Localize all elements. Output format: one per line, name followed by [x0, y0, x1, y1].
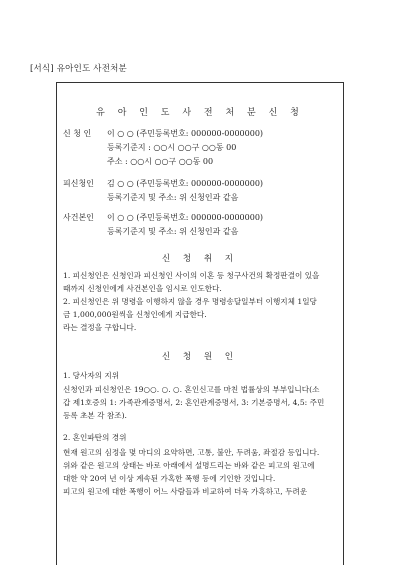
reason-line: 갑 제1호증의 1: 가족관계증명서, 2: 혼인관계증명서, 3: 기본증명서, 4,5: 주민: [63, 398, 325, 407]
reason-line: 2. 혼인파탄의 경위: [63, 433, 127, 442]
reason-line: 대한 약 20여 년 이상 계속된 가혹한 폭행 등에 기인한 것입니다.: [63, 474, 276, 483]
purpose-line: 2. 피신청인은 위 명령을 이행하지 않을 경우 명령송달일부터 이행지체 1일당: [63, 297, 317, 306]
form-caption: [서식] 유아인도 사전처분: [30, 64, 127, 74]
purpose-heading: 신 청 취 지: [162, 254, 238, 264]
purpose-line: 금 1,000,000원씩을 신청인에게 지급한다.: [63, 310, 207, 319]
party-role: 사건본인: [63, 213, 94, 222]
purpose-line: 라는 결정을 구합니다.: [63, 323, 137, 332]
purpose-line: 때까지 신청인에게 사건본인을 임시로 인도한다.: [63, 284, 222, 293]
reason-heading: 신 청 원 인: [162, 352, 238, 362]
reason-line: 1. 당사자의 지위: [63, 371, 120, 380]
document-title: 유 아 인 도 사 전 처 분 신 청: [96, 108, 304, 118]
reason-line: 피고의 원고에 대한 폭행이 어느 사람들과 비교하여 더욱 가혹하고, 두려운: [63, 487, 308, 496]
party-line: 등록기준지 및 주소: 위 신청인과 같음: [107, 227, 239, 236]
party-line: 이 ○ ○ (주민등록번호: 000000-0000000): [107, 213, 264, 222]
party-line: 이 ○ ○ (주민등록번호: 000000-0000000): [107, 129, 264, 138]
party-line: 주소 : ○○시 ○○구 ○○동 00: [107, 157, 214, 166]
party-line: 등록기준지 : ○○시 ○○구 ○○동 00: [107, 143, 237, 152]
party-line: 등록기준지 및 주소: 위 신청인과 같음: [107, 193, 239, 202]
reason-line: 등록 초본 각 참조).: [63, 411, 127, 420]
party-role: 피신청인: [63, 179, 94, 188]
reason-line: 현재 원고의 심정을 몇 마디의 요약하면, 고통, 불안, 두려움, 좌절감 등입니다.: [63, 448, 320, 457]
party-role: 신 청 인: [63, 129, 92, 138]
reason-line: 위와 같은 원고의 상태는 바로 아래에서 설명드리는 바와 같은 피고의 원고에: [63, 461, 315, 470]
purpose-line: 1. 피신청인은 신청인과 피신청인 사이의 이혼 등 청구사건의 확정판결이 있을: [63, 271, 320, 280]
reason-line: 신청인과 피신청인은 19○○. ○. ○. 혼인신고를 마친 법률상의 부부입니다(소: [63, 385, 320, 394]
party-line: 김 ○ ○ (주민등록번호: 000000-0000000): [107, 179, 264, 188]
